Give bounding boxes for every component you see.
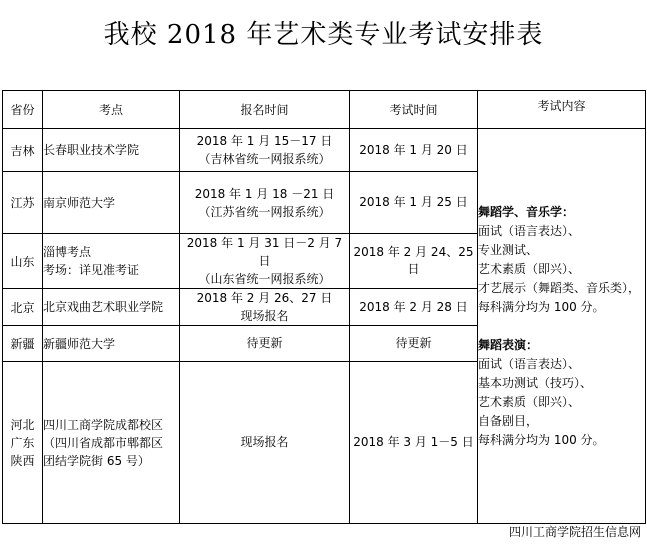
province-cell: 新疆 bbox=[3, 326, 43, 362]
performance-content-item: 每科满分均为 100 分。 bbox=[478, 432, 605, 447]
exam-time-cell: 待更新 bbox=[350, 326, 478, 362]
registration-date: 2018 年 1 月 15－17 日 bbox=[196, 134, 333, 148]
province-line: 陕西 bbox=[10, 453, 35, 468]
page-title: 我校 2018 年艺术类专业考试安排表 bbox=[103, 20, 544, 50]
exam-content-cell bbox=[478, 129, 646, 524]
venue-cell: 新疆师范大学 bbox=[43, 326, 180, 362]
music-content-item: 艺术素质（即兴）、 bbox=[478, 261, 581, 276]
registration-cell: 现场报名 bbox=[180, 362, 350, 524]
province-line: 广东 bbox=[10, 435, 35, 450]
header-row bbox=[3, 91, 646, 129]
registration-method: （江苏省统一网报系统） bbox=[198, 204, 331, 219]
header-exam-content: 考试内容 bbox=[478, 91, 646, 129]
venue-cell: 南京师范大学 bbox=[43, 172, 180, 234]
venue-line: 四川工商学院成都校区 bbox=[43, 417, 164, 432]
registration-cell bbox=[180, 172, 350, 234]
province-cell: 山东 bbox=[3, 234, 43, 289]
venue-line: 团结学院街 65 号） bbox=[43, 453, 150, 468]
venue-cell bbox=[43, 234, 180, 289]
music-content-title: 舞蹈学、音乐学： bbox=[478, 204, 575, 219]
venue-cell: 北京戏曲艺术职业学院 bbox=[43, 289, 180, 326]
header-province: 省份 bbox=[3, 91, 43, 129]
exam-time-cell: 2018 年 1 月 25 日 bbox=[350, 172, 478, 234]
registration-date: 2018 年 2 月 26、27 日 bbox=[196, 291, 333, 305]
venue-cell bbox=[43, 362, 180, 524]
registration-cell bbox=[180, 289, 350, 326]
music-content-item: 专业测试、 bbox=[478, 242, 539, 257]
registration-cell: 待更新 bbox=[180, 326, 350, 362]
source-caption: 四川工商学院招生信息网 bbox=[508, 525, 641, 539]
registration-cell bbox=[180, 129, 350, 172]
province-line: 河北 bbox=[10, 417, 35, 432]
registration-method: （山东省统一网报系统） bbox=[198, 272, 331, 286]
venue-line: （四川省成都市郫都区 bbox=[43, 435, 164, 450]
performance-content-item: 艺术素质（即兴）、 bbox=[478, 394, 581, 409]
music-content-item: 才艺展示（舞蹈类、音乐类）， bbox=[478, 280, 641, 295]
exam-schedule-table bbox=[2, 90, 646, 524]
registration-date: 2018 年 1 月 31 日－2 月 7 日 bbox=[186, 236, 343, 268]
province-cell: 江苏 bbox=[3, 172, 43, 234]
venue-line: 考场：详见准考证 bbox=[43, 263, 140, 277]
performance-content-item: 基本功测试（技巧）、 bbox=[478, 375, 593, 390]
header-venue: 考点 bbox=[43, 91, 180, 129]
exam-time-cell: 2018 年 2 月 24、25 日 bbox=[350, 234, 478, 289]
province-cell bbox=[3, 362, 43, 524]
registration-method: （吉林省统一网报系统） bbox=[198, 152, 331, 166]
registration-date: 2018 年 1 月 18 －21 日 bbox=[194, 186, 335, 201]
performance-content-title: 舞蹈表演： bbox=[478, 337, 539, 352]
performance-content-item: 自备剧目， bbox=[478, 413, 539, 428]
music-content-item: 面试（语言表达）、 bbox=[478, 223, 581, 238]
exam-time-cell: 2018 年 2 月 28 日 bbox=[350, 289, 478, 326]
province-cell: 吉林 bbox=[3, 129, 43, 172]
exam-time-cell: 2018 年 3 月 1－5 日 bbox=[350, 362, 478, 524]
venue-line: 淄博考点 bbox=[43, 245, 92, 259]
province-cell: 北京 bbox=[3, 289, 43, 326]
music-content-item: 每科满分均为 100 分。 bbox=[478, 299, 605, 314]
venue-cell: 长春职业技术学院 bbox=[43, 129, 180, 172]
exam-time-cell: 2018 年 1 月 20 日 bbox=[350, 129, 478, 172]
registration-method: 现场报名 bbox=[240, 309, 289, 323]
header-registration: 报名时间 bbox=[180, 91, 350, 129]
table-row bbox=[3, 129, 646, 172]
header-exam-time: 考试时间 bbox=[350, 91, 478, 129]
performance-content-item: 面试（语言表达）、 bbox=[478, 356, 581, 371]
registration-cell bbox=[180, 234, 350, 289]
